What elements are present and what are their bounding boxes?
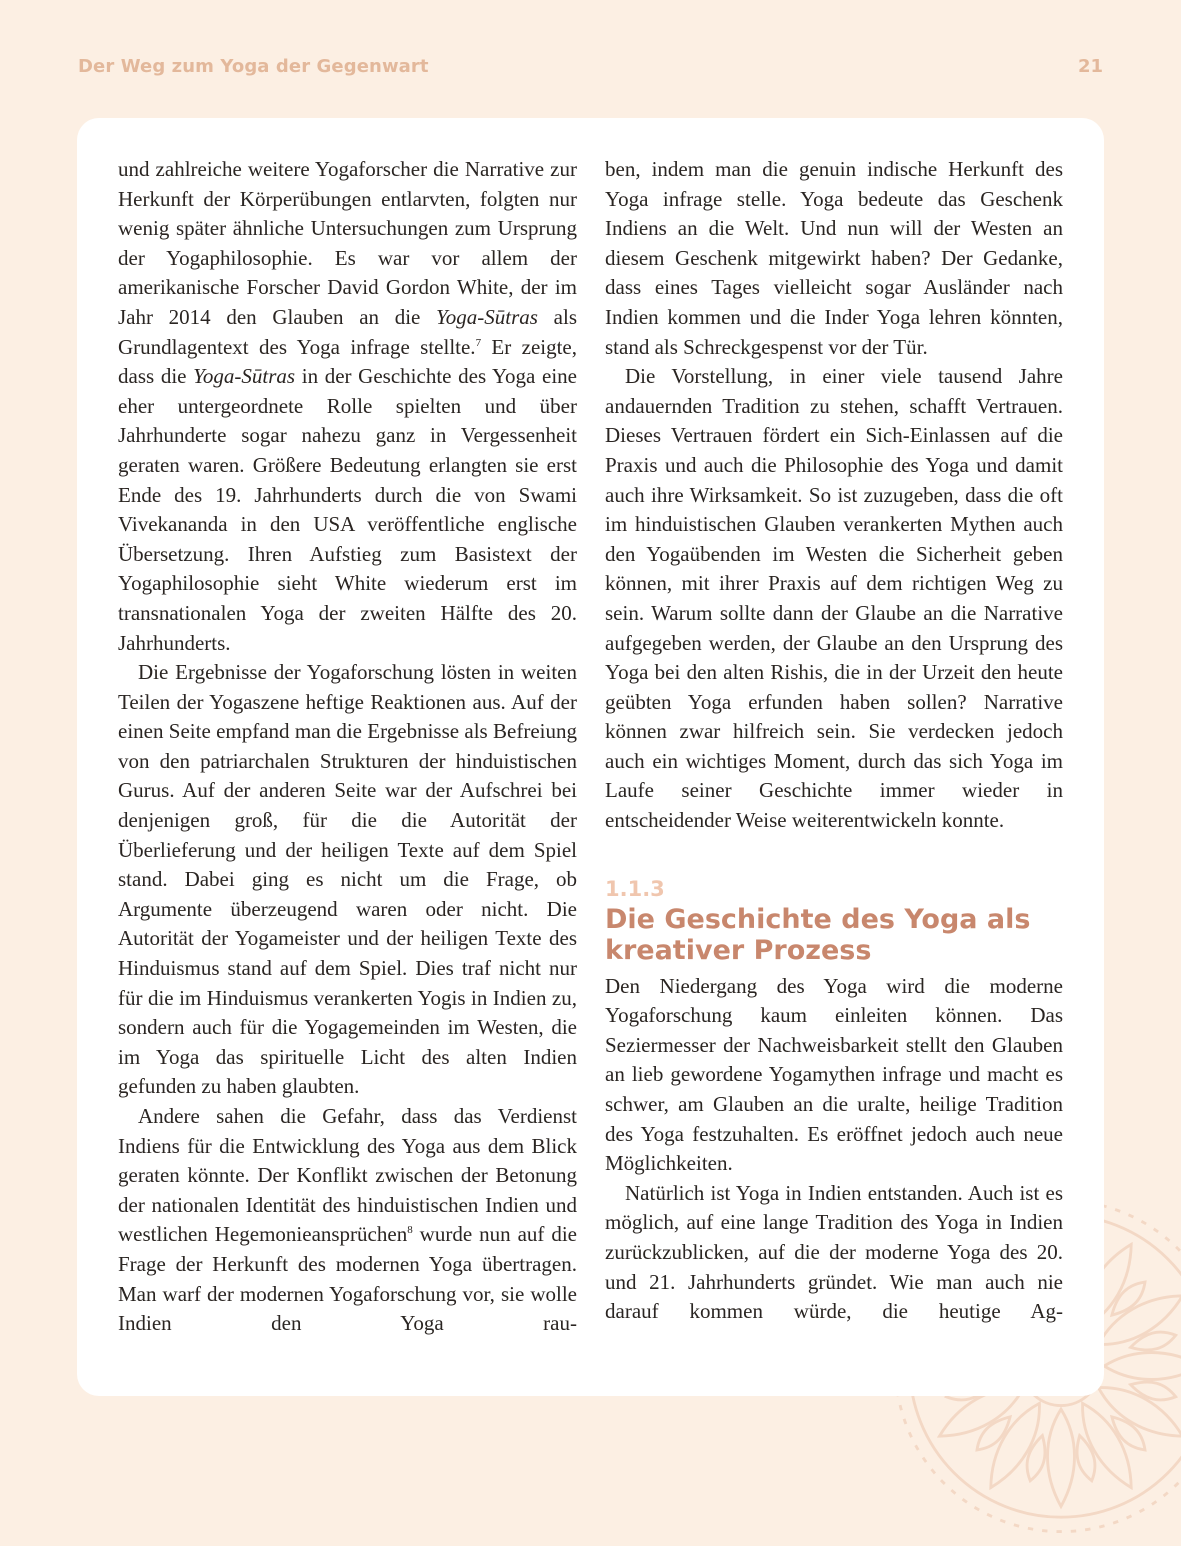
footnote-marker: 7 <box>475 336 482 349</box>
paragraph: und zahlreiche weitere Yogaforscher die Narrative zur Herkunft der Körperübungen entlarvten, folgten nur wenig später ähnliche Untersuchungen zum Ursprung der Yogaphilosophie. Es war vor allem der amerikanische Forscher David Gordon White, der im Jahr 2014 den Glauben an die Yoga-Sūtras als Grundlagentext des Yoga infrage stellte.$^7$ Er zeigte, dass die Yoga-Sūtras in der Geschichte des Yoga eine eher untergeordnete Rolle spielten und über Jahrhunderte sogar nahezu ganz in Vergessenheit geraten waren. Größere Bedeutung erlangten sie erst Ende des 19. Jahrhunderts durch die von Swami Vivekananda in den USA veröffentliche englische Übersetzung. Ihren Aufstieg zum Basistext der Yogaphilosophie sieht White wiederum erst im transnationalen Yoga der zweiten Hälfte des 20. Jahrhunderts. <box>118 157 578 655</box>
emphasis-title: Yoga-Sūtras <box>436 304 538 329</box>
paragraph: Den Niedergang des Yoga wird die moderne Yogaforschung kaum einleiten können. Das Seziermesser der Nachweisbarkeit stellt den Glauben an lieb gewordene Yogamythen infrage und macht es schwer, am Glauben an die uralte, heilige Tradition des Yoga festzuhalten. Es eröffnet jedoch auch neue Möglichkeiten. <box>605 973 1063 1176</box>
paragraph: Die Vorstellung, in einer viele tausend Jahre andauernden Tradition zu stehen, schafft Vertrauen. Dieses Vertrauen fördert ein Sich-Einlassen auf die Praxis und auch die Philosophie des Yoga und damit auch ihre Wirksamkeit. So ist zuzugeben, dass die oft im hinduistischen Glauben verankerten Mythen auch den Yogaübenden im Westen die Sicherheit geben können, mit ihrer Praxis auf dem richtigen Weg zu sein. Warum sollte dann der Glaube an die Narrative aufgegeben werden, der Glaube an den Ursprung des Yoga bei den alten Rishis, die in der Urzeit den heute geübten Yoga erfunden haben sollen? Narrative können zwar hilfreich sein. Sie verdecken jedoch auch ein wichtiges Moment, durch das sich Yoga im Laufe seiner Geschichte immer wieder in entscheidender Weise weiterentwickeln konnte. <box>605 364 1063 833</box>
section-number: 1.1.3 <box>605 876 665 901</box>
paragraph: Die Ergebnisse der Yogaforschung lösten in weiten Teilen der Yogaszene heftige Reaktionen aus. Auf der einen Seite empfand man die Ergebnisse als Befreiung von den patriarchalen Strukturen der hinduistischen Gurus. Auf der anderen Seite war der Aufschrei bei denjenigen groß, für die die Autorität der Überlieferung und der heiligen Texte auf dem Spiel stand. Dabei ging es nicht um die Frage, ob Argumente überzeugend waren oder nicht. Die Autorität der Yogameister und der heiligen Texte des Hinduismus stand auf dem Spiel. Dies traf nicht nur für die im Hinduismus verankerten Yogis in Indien zu, sondern auch für die Yogagemeinden im Westen, die im Yoga das spirituelle Licht des alten Indien gefunden zu haben glaubten. <box>118 660 577 1099</box>
footnote-marker: 8 <box>407 1224 413 1237</box>
paragraph: ben, indem man die genuin indische Herkunft des Yoga infrage stelle. Yoga bedeute das Geschenk Indiens an die Welt. Und nun will der Westen an diesem Geschenk mitgewirkt haben? Der Gedanke, dass eines Tages vielleicht sogar Ausländer nach Indien kommen und die Inder Yoga lehren könnten, stand als Schreckgespenst vor der Tür. <box>605 157 1063 359</box>
running-head: Der Weg zum Yoga der Gegenwart <box>78 56 429 77</box>
left-column <box>118 155 577 1339</box>
right-column <box>605 155 1063 1327</box>
section-title: Die Geschichte des Yoga als kreativer Prozess <box>605 903 1031 966</box>
page-number: 21 <box>1077 56 1103 77</box>
paragraph: Andere sahen die Gefahr, dass das Verdienst Indiens für die Entwicklung des Yoga aus dem Blick geraten könnte. Der Konflikt zwischen der Betonung der nationalen Identität des hinduistischen Indien und westlichen Hegemonieansprüchen$^8$ wurde nun auf die Frage der Herkunft des modernen Yoga übertragen. Man warf der modernen Yogaforschung vor, sie wolle Indien den Yoga rau- <box>118 1104 578 1336</box>
paragraph: Natürlich ist Yoga in Indien entstanden. Auch ist es möglich, auf eine lange Tradition des Yoga in Indien zurückzublicken, auf die der moderne Yoga des 20. und 21. Jahrhunderts gründet. Wie man auch nie darauf kommen würde, die heutige Ag- <box>605 1180 1063 1324</box>
emphasis-title: Yoga-Sūtras <box>193 364 296 389</box>
